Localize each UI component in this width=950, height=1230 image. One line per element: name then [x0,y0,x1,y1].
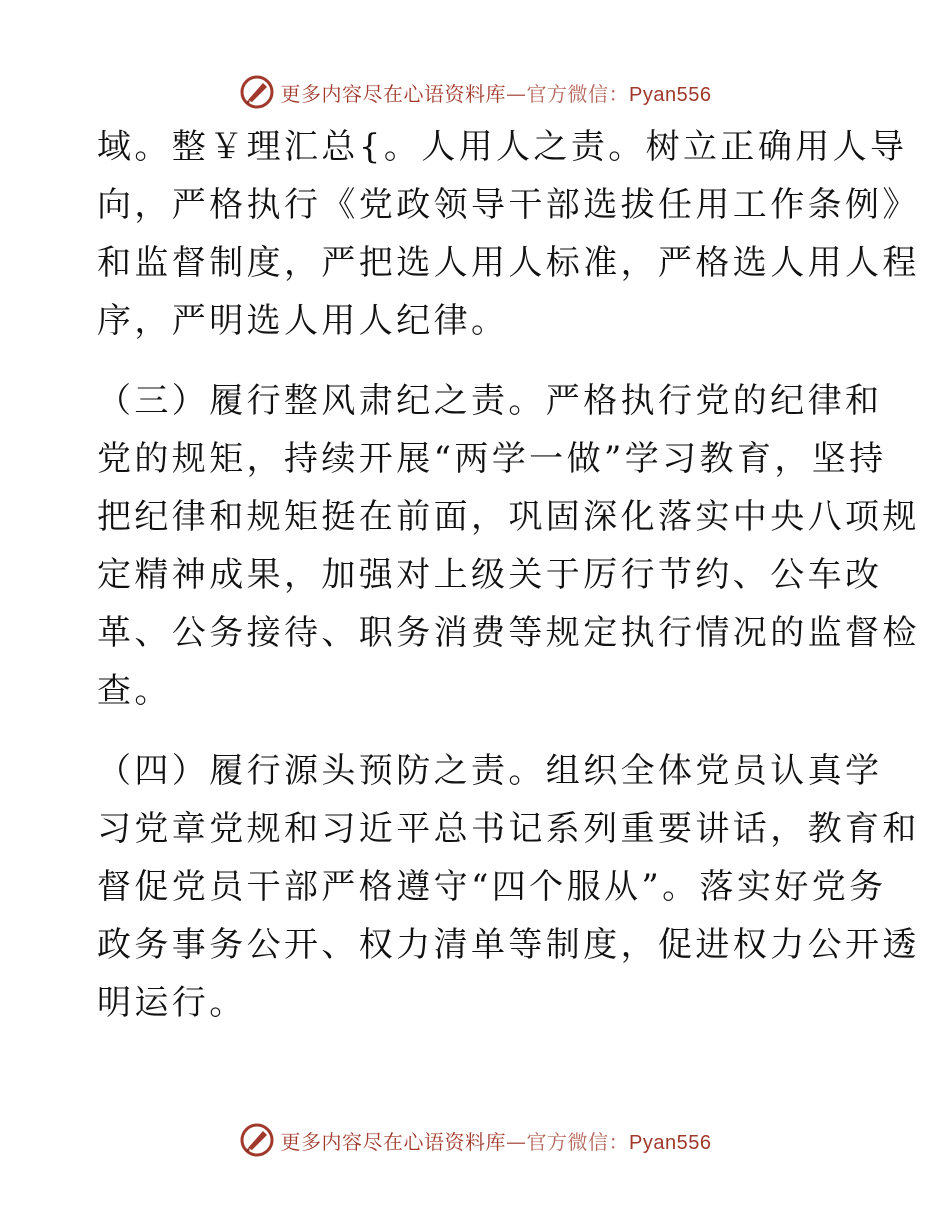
pen-logo-icon [239,74,275,110]
watermark-wechat-id: Pyan556 [629,83,712,106]
text-line: 域。整￥理汇总{。人用人之责。树立正确用人导 [97,127,908,167]
watermark-text [281,1126,712,1155]
watermark-wechat-label: 官方微信： [526,1129,630,1154]
paragraph-3 [97,742,920,1032]
text-line: 革、公务接待、职务消费等规定执行情况的监督检 [97,613,920,653]
text-line: 政务事务公开、权力清单等制度，促进权力公开透 [97,925,920,965]
document-body [97,118,920,1032]
watermark-wechat-id: Pyan556 [629,1131,712,1154]
header-watermark [0,72,950,112]
watermark-brand: 更多内容尽在心语资料库 [280,81,507,106]
text-line: 明运行。 [97,983,247,1023]
paragraph-2 [97,372,920,720]
text-line: 习党章党规和习近平总书记系列重要讲话，教育和 [97,809,920,849]
text-line: 督促党员干部严格遵守“四个服从”。落实好党务 [97,867,887,907]
watermark-dash: — [506,1129,527,1154]
text-line: 和监督制度，严把选人用人标准，严格选人用人程 [97,243,920,283]
text-line: （四）履行源头预防之责。组织全体党员认真学 [97,751,883,791]
paragraph-1 [97,118,920,350]
watermark-text [281,78,712,107]
text-line: （三）履行整风肃纪之责。严格执行党的纪律和 [97,381,883,421]
text-line: 把纪律和规矩挺在前面，巩固深化落实中央八项规 [97,497,920,537]
pen-logo-icon [239,1122,275,1158]
text-line: 向，严格执行《党政领导干部选拔任用工作条例》 [97,185,920,225]
watermark-brand: 更多内容尽在心语资料库 [280,1129,507,1154]
text-line: 定精神成果，加强对上级关于厉行节约、公车改 [97,555,883,595]
text-line: 党的规矩，持续开展“两学一做”学习教育，坚持 [97,439,887,479]
watermark-wechat-label: 官方微信： [526,81,630,106]
paragraph-gap [97,720,857,742]
text-line: 序，严明选人用人纪律。 [97,301,509,341]
footer-watermark [0,1120,950,1160]
watermark-dash: — [506,81,527,106]
paragraph-gap [97,350,857,372]
text-line: 查。 [97,671,172,711]
